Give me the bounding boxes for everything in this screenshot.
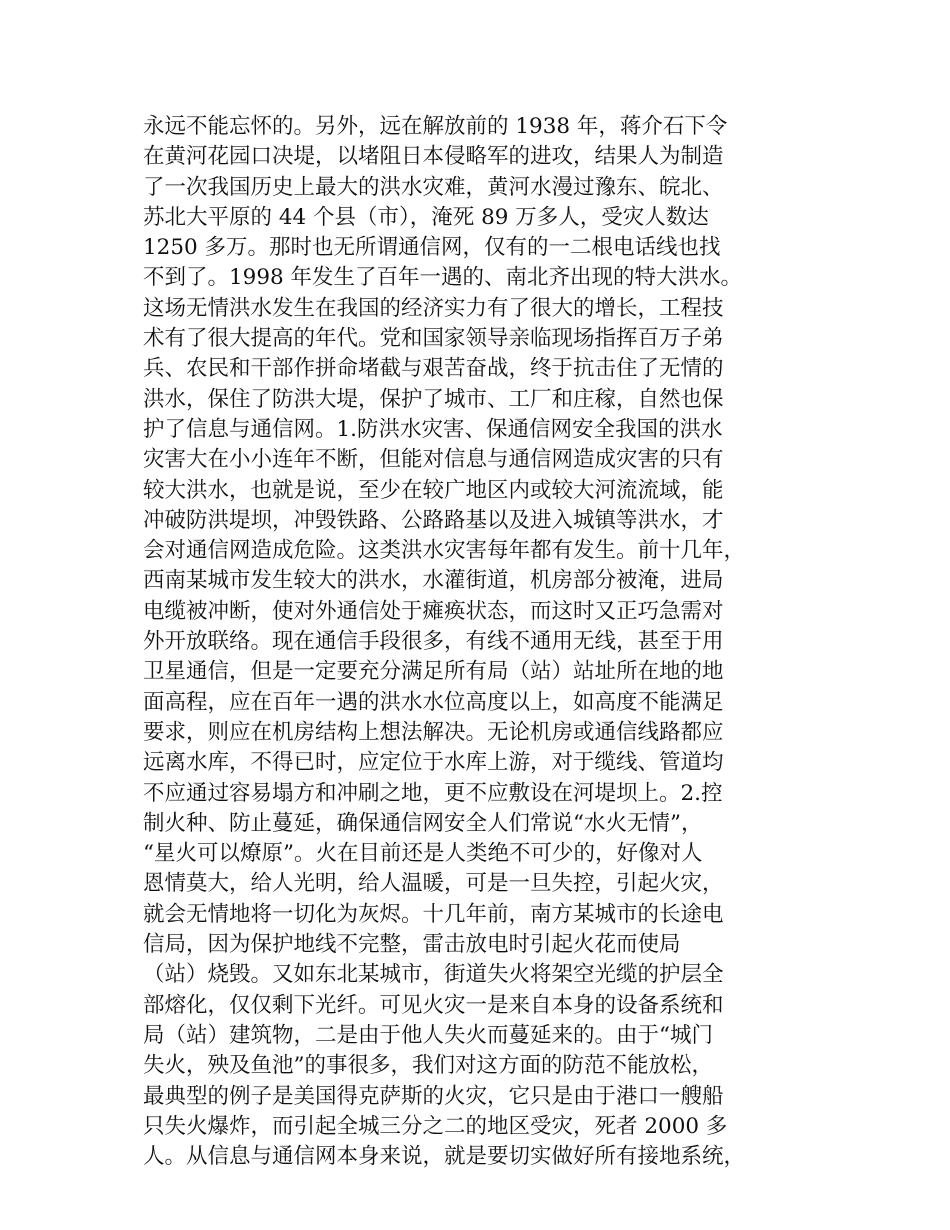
text-line: 会对通信网造成危险。这类洪水灾害每年都有发生。前十几年， bbox=[143, 538, 746, 564]
text-line: 较大洪水，也就是说，至少在较广地区内或较大河流流域，能 bbox=[143, 477, 724, 503]
text-line: 只失火爆炸，而引起全城三分之二的地区受灾，死者 2000 多 bbox=[143, 1113, 728, 1139]
text-line: 外开放联络。现在通信手段很多，有线不通用无线，甚至于用 bbox=[143, 629, 724, 655]
text-line: 西南某城市发生较大的洪水，水灌街道，机房部分被淹，进局 bbox=[143, 568, 724, 594]
text-line: 这场无情洪水发生在我国的经济实力有了很大的增长，工程技 bbox=[143, 295, 724, 321]
text-line: 远离水库，不得已时，应定位于水库上游，对于缆线、管道均 bbox=[143, 750, 724, 776]
text-line: 就会无情地将一切化为灰烬。十几年前，南方某城市的长途电 bbox=[143, 901, 724, 927]
text-line: 信局，因为保护地线不完整，雷击放电时引起火花而使局 bbox=[143, 932, 681, 958]
text-line: 不应通过容易塌方和冲刷之地，更不应敷设在河堤坝上。2.控 bbox=[143, 780, 723, 806]
text-line: 在黄河花园口决堤，以堵阻日本侵略军的进攻，结果人为制造 bbox=[143, 144, 724, 170]
text-line: 护了信息与通信网。1.防洪水灾害、保通信网安全我国的洪水 bbox=[143, 416, 723, 442]
text-line: 最典型的例子是美国得克萨斯的火灾，它只是由于港口一艘船 bbox=[143, 1083, 724, 1109]
text-line: 部熔化，仅仅剩下光纤。可见火灾一是来自本身的设备系统和 bbox=[143, 992, 724, 1018]
text-line: 不到了。1998 年发生了百年一遇的、南北齐出现的特大洪水。 bbox=[143, 265, 743, 291]
text-line: 冲破防洪堤坝，冲毁铁路、公路路基以及进入城镇等洪水，才 bbox=[143, 507, 724, 533]
text-line: 卫星通信，但是一定要充分满足所有局（站）站址所在地的地 bbox=[143, 659, 724, 685]
text-line: 了一次我国历史上最大的洪水灾难，黄河水漫过豫东、皖北、 bbox=[143, 174, 724, 200]
text-line: “星火可以燎原”。火在目前还是人类绝不可少的，好像对人 bbox=[143, 841, 703, 867]
text-line: 洪水，保住了防洪大堤，保护了城市、工厂和庄稼，自然也保 bbox=[143, 386, 724, 412]
body-text bbox=[143, 112, 833, 1172]
text-line: （站）烧毁。又如东北某城市，街道失火将架空光缆的护层全 bbox=[143, 962, 724, 988]
text-line: 人。从信息与通信网本身来说，就是要切实做好所有接地系统， bbox=[143, 1144, 746, 1170]
text-line: 要求，则应在机房结构上想法解决。无论机房或通信线路都应 bbox=[143, 719, 724, 745]
text-line: 失火，殃及鱼池”的事很多，我们对这方面的防范不能放松， bbox=[143, 1053, 713, 1079]
text-line: 永远不能忘怀的。另外，远在解放前的 1938 年，蒋介石下令 bbox=[143, 114, 728, 139]
text-line: 1250 多万。那时也无所谓通信网，仅有的一二根电话线也找 bbox=[143, 235, 721, 261]
text-line: 术有了很大提高的年代。党和国家领导亲临现场指挥百万子弟 bbox=[143, 326, 724, 352]
text-line: 灾害大在小小连年不断，但能对信息与通信网造成灾害的只有 bbox=[143, 447, 724, 473]
text-line: 苏北大平原的 44 个县（市），淹死 89 万多人，受灾人数达 bbox=[143, 204, 709, 230]
text-line: 兵、农民和干部作拼命堵截与艰苦奋战，终于抗击住了无情的 bbox=[143, 356, 724, 382]
text-line: 局（站）建筑物，二是由于他人失火而蔓延来的。由于“城门 bbox=[143, 1022, 713, 1048]
text-line: 恩情莫大，给人光明，给人温暖，可是一旦失控，引起火灾， bbox=[143, 871, 724, 897]
text-line: 电缆被冲断，使对外通信处于瘫痪状态，而这时又正巧急需对 bbox=[143, 598, 724, 624]
text-line: 面高程，应在百年一遇的洪水水位高度以上，如高度不能满足 bbox=[143, 689, 724, 715]
text-line: 制火种、防止蔓延，确保通信网安全人们常说“水火无情”， bbox=[143, 810, 703, 836]
